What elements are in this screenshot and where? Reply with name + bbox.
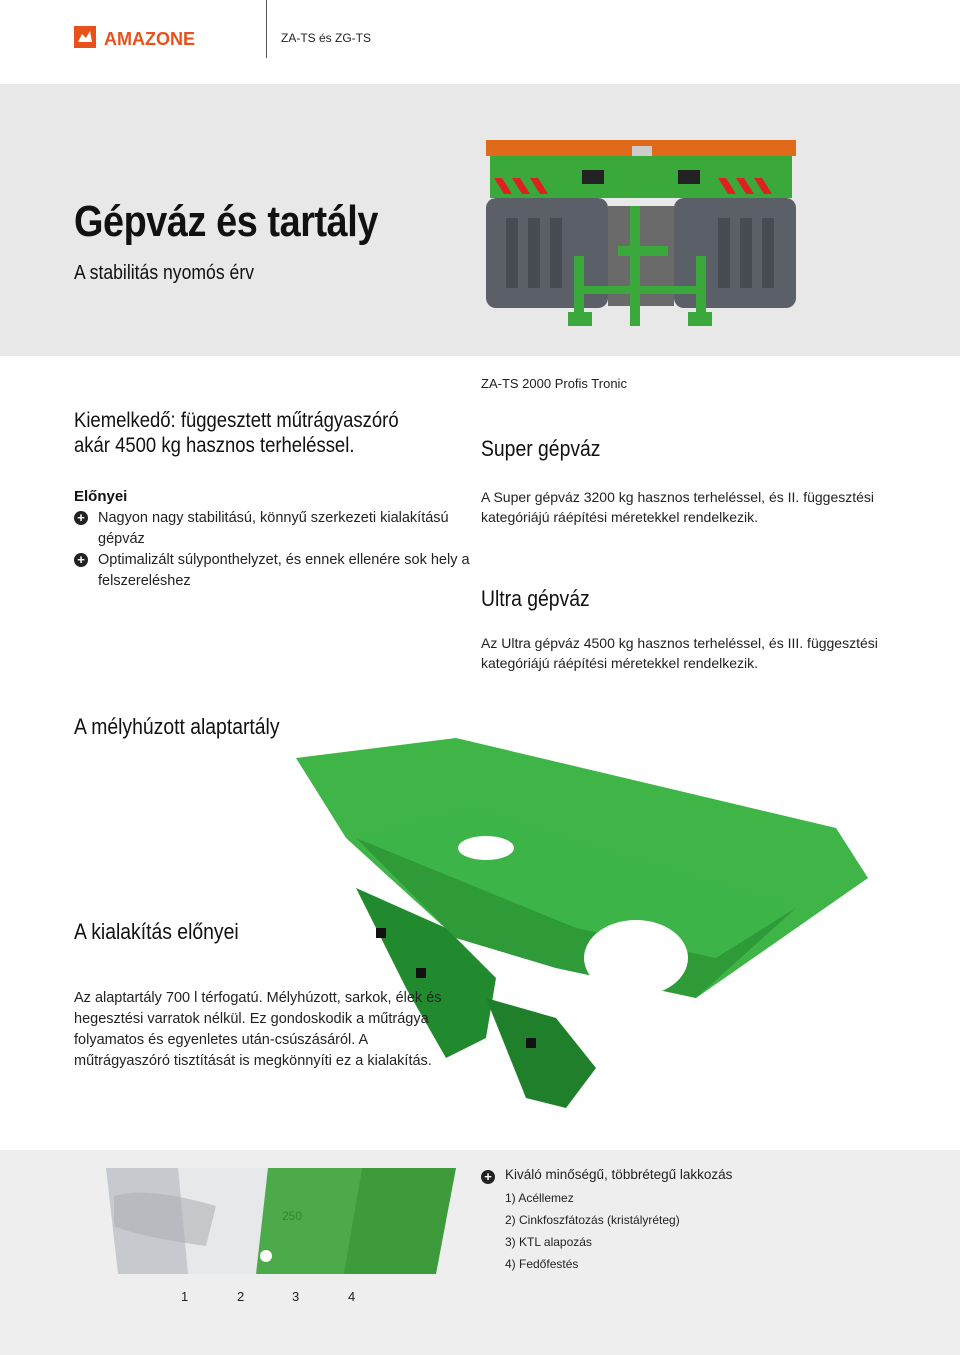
coating-heading: Kiváló minőségű, többrétegű lakkozás: [505, 1167, 733, 1182]
spreader-rear-view-image: [482, 136, 800, 336]
coating-layer-2: 2) Cinkfoszfátozás (kristályréteg): [505, 1213, 680, 1227]
plus-icon: +: [74, 553, 88, 567]
page-subtitle: A stabilitás nyomós érv: [74, 262, 254, 284]
list-item: [74, 508, 474, 550]
coating-heading-item: [481, 1167, 732, 1182]
advantages-list: [74, 508, 474, 592]
layer-number-3: 3: [292, 1289, 300, 1304]
highlight-text: Kiemelkedő: függesztett műtrágyaszóró akár 4500 kg hasznos terheléssel.: [74, 409, 399, 457]
panel-label-250: 250: [282, 1209, 303, 1223]
super-heading: Super gépváz: [481, 436, 601, 461]
advantage-text: Optimalizált súlyponthelyzet, és ennek ellenére sok hely a felszereléshez: [98, 552, 470, 589]
plus-icon: +: [74, 511, 88, 525]
design-text: Az alaptartály 700 l térfogatú. Mélyhúzott, sarkok, élek és hegesztési varratok nélkül. Ez gondoskodik a műtrágya folyamatos és egyenletes után-csúszásáról. A műtrágyaszóró tisztítását is megkönnyíti ez a kialakítás.: [74, 990, 442, 1069]
ultra-heading: Ultra gépváz: [481, 586, 590, 611]
coating-layer-1: 1) Acéllemez: [505, 1191, 574, 1205]
coating-layer-4: 4) Fedőfestés: [505, 1257, 579, 1271]
header-divider: [266, 0, 267, 58]
ultra-text: Az Ultra gépváz 4500 kg hasznos terheléssel, és III. függesztési kategóriájú ráépítési méretekkel rendelkezik.: [481, 635, 878, 671]
layer-number-2: 2: [237, 1289, 245, 1304]
image-caption: ZA-TS 2000 Profis Tronic: [481, 376, 627, 391]
coating-layer-3: 3) KTL alapozás: [505, 1235, 592, 1249]
brand-wordmark: AMAZONE: [104, 29, 195, 49]
coating-layers-image: [106, 1166, 456, 1276]
tank-heading: A mélyhúzott alaptartály: [74, 714, 280, 739]
layer-number-4: 4: [348, 1289, 356, 1304]
super-text: A Super gépváz 3200 kg hasznos terheléssel, és II. függesztési kategóriájú ráépítési méretekkel rendelkezik.: [481, 489, 875, 525]
layer-number-1: 1: [181, 1289, 189, 1304]
advantages-heading: Előnyei: [74, 488, 128, 505]
page-title: Gépváz és tartály: [74, 197, 378, 246]
amazone-logo: [74, 26, 254, 52]
design-heading: A kialakítás előnyei: [74, 919, 239, 944]
list-item: [74, 550, 474, 592]
document-title: ZA-TS és ZG-TS: [281, 31, 371, 45]
plus-icon: +: [481, 1170, 495, 1184]
advantage-text: Nagyon nagy stabilitású, könnyű szerkezeti kialakítású gépváz: [98, 510, 449, 547]
